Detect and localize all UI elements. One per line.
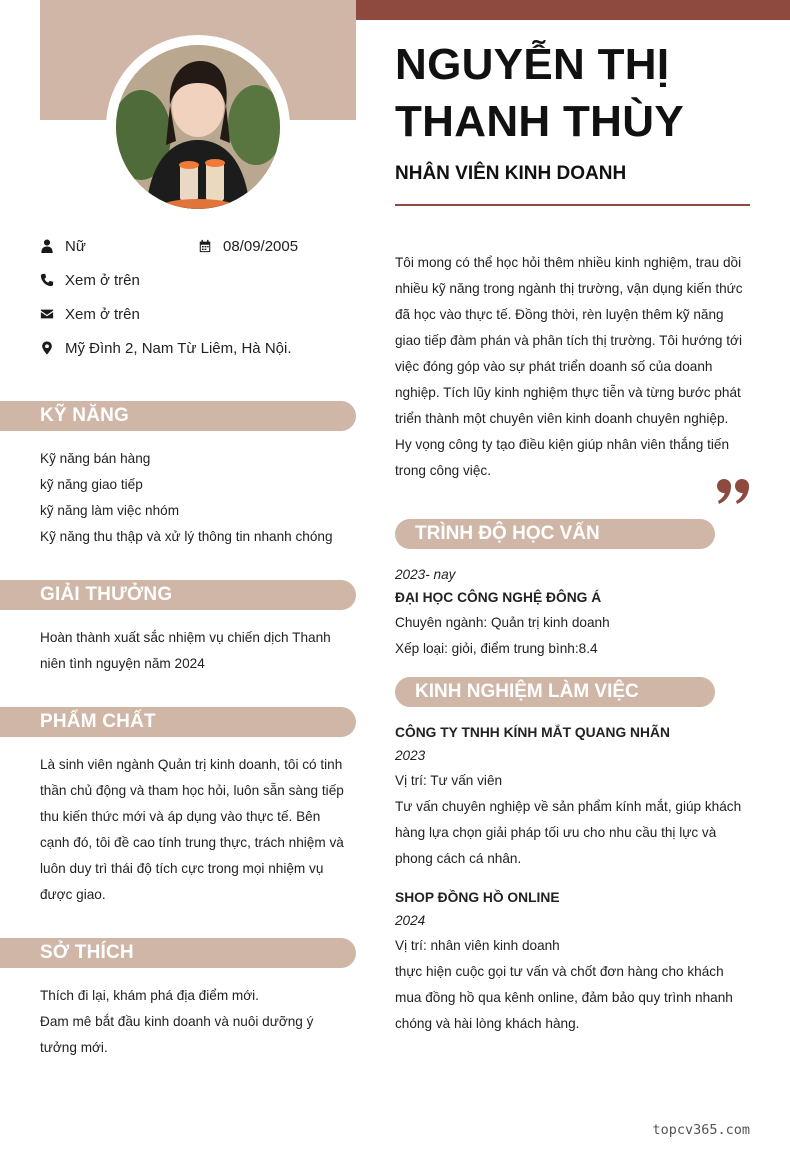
candidate-name: NGUYỄN THỊ THANH THÙY (395, 40, 684, 146)
address-row (40, 336, 292, 360)
education-school: ĐẠI HỌC CÔNG NGHỆ ĐÔNG Á (395, 590, 602, 605)
experience-heading: KINH NGHIỆM LÀM VIỆC (395, 677, 715, 707)
career-objective: Tôi mong có thể học hỏi thêm nhiều kinh nghiệm, trau dồi nhiều kỹ năng trong ngành thị trường, vận dụng kiến thức đã học vào thực tế. Đồng thời, rèn luyện thêm kỹ năng giao tiếp đàm phán và phân tích thị trường. Tôi hướng tới việc đóng góp vào sự phát triển doanh số của doanh nghiệp. Tích lũy kinh nghiệm thực tiễn và từng bước phát triển thành một chuyên viên kinh doanh chuyên nghiệp. Hy vọng công ty tạo điều kiện giúp nhân viên thắng tiến trong công việc. (395, 255, 743, 478)
mail-icon (40, 307, 54, 321)
education-major: Chuyên ngành: Quản trị kinh doanh (395, 615, 610, 630)
phone-value: Xem ở trên (65, 271, 140, 289)
list-item: kỹ năng làm việc nhóm (40, 503, 180, 518)
job-company: CÔNG TY TNHH KÍNH MẮT QUANG NHÃN (395, 725, 670, 740)
awards-text: Hoàn thành xuất sắc nhiệm vụ chiến dịch Thanh niên tình nguyện năm 2024 (40, 630, 331, 671)
job-year: 2023 (395, 748, 426, 763)
address-value: Mỹ Đình 2, Nam Từ Liêm, Hà Nội. (65, 339, 292, 357)
hobbies-text: Thích đi lại, khám phá địa điểm mới. Đam mê bắt đầu kinh doanh và nuôi dưỡng ý tưởng mới. (40, 988, 314, 1055)
list-item: kỹ năng giao tiếp (40, 477, 143, 492)
job-company: SHOP ĐỒNG HỒ ONLINE (395, 890, 560, 905)
birthday-row (198, 234, 298, 258)
quote-mark-icon (716, 477, 752, 507)
job-title: NHÂN VIÊN KINH DOANH (395, 163, 627, 184)
footer-site-link[interactable]: topcv365.com (652, 1122, 750, 1138)
skills-heading: KỸ NĂNG (0, 401, 356, 431)
title-divider (395, 204, 750, 206)
list-item: Kỹ năng thu thập và xử lý thông tin nhanh chóng (40, 529, 333, 544)
qualities-heading: PHẨM CHẤT (0, 707, 356, 737)
avatar-illustration (116, 45, 280, 209)
qualities-text: Là sinh viên ngành Quản trị kinh doanh, tôi có tinh thần chủ động và tham học hỏi, luôn sẵn sàng tiếp thu kiến thức mới và áp dụng vào thực tế. Bên cạnh đó, tôi đề cao tính trung thực, trách nhiệm và luôn duy trì thái độ tích cực trong mọi nhiệm vụ được giao. (40, 757, 344, 902)
education-heading: TRÌNH ĐỘ HỌC VẤN (395, 519, 715, 549)
education-grade: Xếp loại: giỏi, điểm trung bình:8.4 (395, 641, 598, 656)
gender-value: Nữ (65, 237, 86, 255)
avatar (116, 45, 280, 209)
job-description: thực hiện cuộc gọi tư vấn và chốt đơn hàng cho khách mua đồng hồ qua kênh online, đảm bảo quy trình nhanh chóng và hài lòng khách hàng. (395, 964, 733, 1031)
job-description: Tư vấn chuyên nghiệp về sản phẩm kính mắt, giúp khách hàng lựa chọn giải pháp tối ưu cho nhu cầu thị lực và phong cách cá nhân. (395, 799, 742, 866)
location-pin-icon (40, 341, 54, 355)
skills-list (40, 446, 356, 550)
calendar-icon (198, 239, 212, 253)
awards-heading: GIẢI THƯỞNG (0, 580, 356, 610)
job-year: 2024 (395, 913, 426, 928)
list-item: Kỹ năng bán hàng (40, 451, 151, 466)
phone-row (40, 268, 140, 292)
phone-icon (40, 273, 54, 287)
gender-row (40, 234, 86, 258)
hobbies-heading: SỞ THÍCH (0, 938, 356, 968)
person-icon (40, 239, 54, 253)
email-row (40, 302, 140, 326)
email-value: Xem ở trên (65, 305, 140, 323)
education-period: 2023- nay (395, 567, 456, 582)
birthday-value: 08/09/2005 (223, 237, 299, 255)
top-accent-bar (356, 0, 790, 20)
job-position: Vị trí: nhân viên kinh doanh (395, 938, 560, 953)
job-position: Vị trí: Tư vấn viên (395, 773, 503, 788)
